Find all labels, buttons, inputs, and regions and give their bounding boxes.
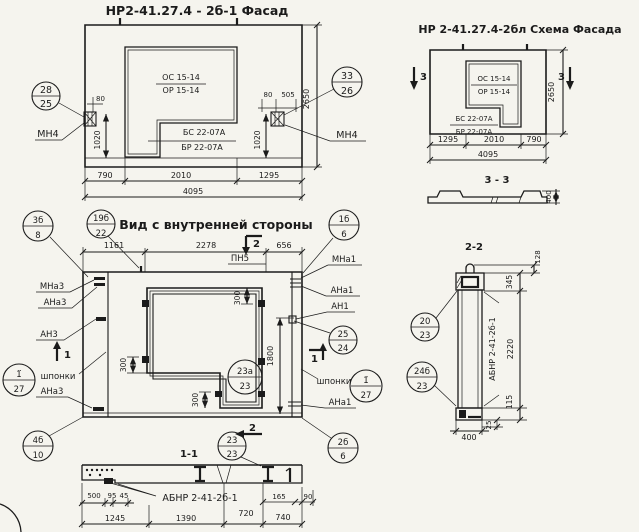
svg-text:АНа3: АНа3 [43, 298, 67, 308]
schema-label-br: БР 22-07А [455, 128, 493, 136]
svg-text:1295: 1295 [437, 135, 459, 144]
inner-dim-1800 [266, 318, 294, 414]
section-1-1-anchor-block [86, 469, 113, 484]
svg-text:АНа1: АНа1 [328, 398, 352, 408]
section-1-1-joint-lines [217, 465, 231, 483]
svg-text:90: 90 [303, 493, 313, 501]
svg-text:ПН5: ПН5 [230, 254, 250, 264]
inner-label-mna3 [36, 280, 94, 292]
svg-text:шпонки: шпонки [40, 372, 76, 382]
svg-text:505: 505 [281, 91, 295, 99]
inner-callout-shponki-right [350, 370, 382, 402]
svg-text:4095: 4095 [182, 187, 204, 196]
facade-dim-1020-left [93, 114, 109, 158]
section-2-2-label [484, 292, 499, 406]
inner-label-mna1 [301, 255, 362, 278]
inner-section-marker-1-left [53, 341, 71, 361]
svg-text:23: 23 [419, 331, 431, 341]
inner-section-marker-2-bottom [235, 423, 262, 438]
svg-text:300: 300 [191, 392, 200, 408]
facade-dim-80-left [87, 95, 105, 112]
svg-text:656: 656 [276, 241, 292, 250]
svg-text:2: 2 [253, 239, 260, 250]
section-2-2-callout-24b-23 [407, 362, 456, 406]
svg-text:23: 23 [239, 382, 251, 392]
svg-text:80: 80 [263, 91, 273, 99]
section-1-1-ibeam-right [262, 467, 274, 481]
section-2-2-top-plate [462, 277, 478, 287]
section-3-3-profile [428, 191, 547, 203]
section-3-3-view [428, 175, 560, 205]
svg-text:АН3: АН3 [40, 330, 58, 340]
svg-text:2278: 2278 [195, 241, 217, 250]
facade-dim-1020-right [253, 114, 269, 158]
section-3-3-joints [491, 197, 521, 203]
inner-dim-300-bottom [191, 392, 211, 408]
inner-section-marker-1-right [309, 343, 327, 365]
svg-text:1390: 1390 [175, 514, 197, 523]
schema-label-bs: БС 22-07А [455, 115, 493, 123]
svg-text:1̈: 1̈ [16, 370, 22, 380]
inner-callout-2b-6 [302, 418, 358, 463]
svg-text:1295: 1295 [258, 171, 280, 180]
svg-text:26: 26 [340, 86, 354, 97]
svg-text:АНа1: АНа1 [330, 286, 354, 296]
inner-label-an1 [296, 302, 355, 319]
svg-text:МНа1: МНа1 [331, 255, 357, 265]
inner-callout-23-23 [218, 432, 261, 466]
svg-text:МН4: МН4 [37, 129, 59, 140]
svg-text:400: 400 [545, 190, 553, 204]
svg-text:740: 740 [275, 513, 291, 522]
facade-dim-80-505-right [258, 91, 298, 112]
svg-text:2010: 2010 [483, 135, 505, 144]
svg-text:2650: 2650 [547, 81, 556, 103]
facade-view [32, 3, 366, 201]
schema-label-os: ОС 15-14 [477, 75, 511, 83]
svg-text:1: 1 [64, 350, 71, 361]
svg-text:2010: 2010 [170, 171, 192, 180]
svg-text:1̄: 1̄ [363, 376, 369, 386]
svg-text:4095: 4095 [477, 150, 499, 159]
page-corner-mark [0, 504, 21, 532]
svg-text:АБНР 2-41-2б-1: АБНР 2-41-2б-1 [162, 493, 238, 504]
svg-text:23а: 23а [236, 367, 254, 377]
svg-text:300: 300 [233, 290, 242, 306]
svg-text:24б: 24б [413, 367, 431, 377]
facade-callout-28-25 [32, 82, 84, 117]
inner-callout-3b-8 [23, 211, 88, 277]
svg-text:25: 25 [39, 99, 53, 110]
inner-title: Вид с внутренней стороны [119, 217, 313, 232]
svg-text:400: 400 [461, 433, 477, 442]
schema-title: НР 2-41.27.4-2бл Схема Фасада [418, 23, 622, 36]
svg-text:1020: 1020 [93, 130, 102, 150]
svg-text:95: 95 [107, 492, 117, 500]
section-1-1-dims-right [260, 490, 316, 506]
facade-opening-outline [125, 47, 237, 157]
svg-text:8: 8 [35, 231, 41, 241]
inner-dim-300-top [233, 288, 253, 305]
svg-text:6: 6 [340, 452, 346, 462]
svg-text:790: 790 [97, 171, 113, 180]
svg-text:720: 720 [238, 509, 254, 518]
svg-text:4б: 4б [32, 436, 44, 446]
svg-text:345: 345 [505, 274, 514, 290]
section-2-2-view [407, 242, 542, 442]
section-2-2-lifting-loop [466, 264, 474, 273]
section-1-1-dims-small [79, 492, 134, 507]
svg-text:6: 6 [341, 230, 347, 240]
svg-text:500: 500 [87, 492, 101, 500]
svg-text:2650: 2650 [302, 88, 311, 110]
inner-label-ana1 [301, 286, 360, 296]
svg-text:2: 2 [249, 423, 256, 434]
svg-text:23: 23 [416, 382, 428, 392]
facade-label-bs: БС 22-07А [182, 128, 226, 137]
facade-opening-inner-line [128, 50, 234, 154]
svg-text:80: 80 [96, 95, 105, 103]
svg-text:1800: 1800 [266, 345, 275, 367]
svg-text:2220: 2220 [506, 338, 515, 360]
svg-text:128: 128 [534, 250, 542, 264]
svg-text:АБНР 2-41-2б-1: АБНР 2-41-2б-1 [488, 317, 497, 381]
section-1-1-title: 1-1 [179, 449, 199, 460]
svg-text:2б: 2б [337, 438, 349, 448]
facade-bottom-dims [82, 158, 305, 201]
section-3-3-title: 3 - 3 [484, 175, 510, 186]
section-2-2-callout-20-23 [411, 291, 457, 341]
inner-label-shponki-right [301, 369, 351, 387]
svg-text:23: 23 [226, 450, 238, 460]
inner-label-ana1-bottom [301, 398, 356, 408]
svg-text:шпонки: шпонки [316, 377, 352, 387]
facade-label-os: ОС 15-14 [162, 73, 200, 82]
inner-label-an3 [36, 319, 96, 340]
facade-label-or: ОР 15-14 [162, 86, 200, 95]
schema-lifting-loops [463, 44, 527, 50]
svg-text:20: 20 [419, 317, 431, 327]
svg-text:3б: 3б [32, 216, 44, 226]
facade-connector-right [271, 112, 284, 126]
schema-view [410, 23, 622, 164]
section-2-2-title: 2-2 [464, 242, 484, 253]
svg-text:АН1: АН1 [331, 302, 349, 312]
schema-dim-2650 [546, 47, 568, 137]
svg-text:22: 22 [95, 229, 107, 239]
svg-text:23: 23 [226, 436, 238, 446]
svg-text:3: 3 [420, 72, 427, 83]
inner-callout-shponki-left [3, 364, 35, 396]
inner-right-connector-marks [288, 279, 301, 406]
section-1-1-ibeam-left [194, 467, 206, 481]
inner-top-dims [80, 241, 305, 272]
svg-text:1б: 1б [338, 215, 350, 225]
schema-label-or: ОР 15-14 [477, 88, 511, 96]
inner-callout-23a-23 [228, 360, 262, 394]
schema-bottom-dims [427, 134, 549, 164]
svg-text:1161: 1161 [103, 241, 125, 250]
svg-text:1245: 1245 [104, 514, 126, 523]
svg-text:33: 33 [340, 71, 354, 82]
svg-text:27: 27 [13, 385, 25, 395]
svg-text:19б: 19б [92, 214, 110, 224]
svg-text:165: 165 [272, 493, 286, 501]
facade-label-mn4-left [35, 123, 84, 140]
section-2-2-body-inner-lines [462, 290, 478, 408]
facade-label-mn4-right [285, 125, 366, 141]
inner-callout-4b-10 [23, 417, 83, 461]
schema-section-marker-3-left [410, 67, 427, 90]
schema-section-marker-3-right [558, 67, 574, 90]
svg-text:24: 24 [337, 344, 349, 354]
facade-lifting-loops [120, 18, 237, 25]
section-2-2-body [458, 290, 482, 408]
section-3-3-dim-400 [542, 189, 560, 205]
svg-text:1020: 1020 [253, 130, 262, 150]
inner-view [3, 210, 382, 466]
section-1-1-end-anchor [286, 468, 290, 482]
svg-text:3: 3 [558, 72, 565, 83]
facade-dim-2650 [302, 22, 322, 170]
facade-title: НР2-41.27.4 - 2б-1 Фасад [105, 3, 289, 18]
svg-text:МН4: МН4 [336, 130, 358, 141]
section-2-2-bottom-plate [459, 410, 466, 418]
svg-text:27: 27 [360, 391, 372, 401]
svg-text:790: 790 [526, 135, 542, 144]
svg-text:25: 25 [485, 420, 493, 430]
section-1-1-view [79, 449, 316, 528]
svg-text:МНа3: МНа3 [39, 282, 65, 292]
inner-left-connector-marks [93, 277, 106, 411]
inner-label-shponki-left [41, 352, 106, 382]
svg-text:1: 1 [311, 354, 318, 365]
svg-text:115: 115 [505, 394, 514, 410]
svg-text:28: 28 [39, 85, 53, 96]
svg-text:10: 10 [32, 451, 44, 461]
svg-text:45: 45 [119, 492, 129, 500]
facade-label-br: БР 22-07А [181, 143, 223, 152]
svg-text:300: 300 [119, 357, 128, 373]
svg-text:25: 25 [337, 330, 349, 340]
svg-text:АНа3: АНа3 [40, 387, 64, 397]
